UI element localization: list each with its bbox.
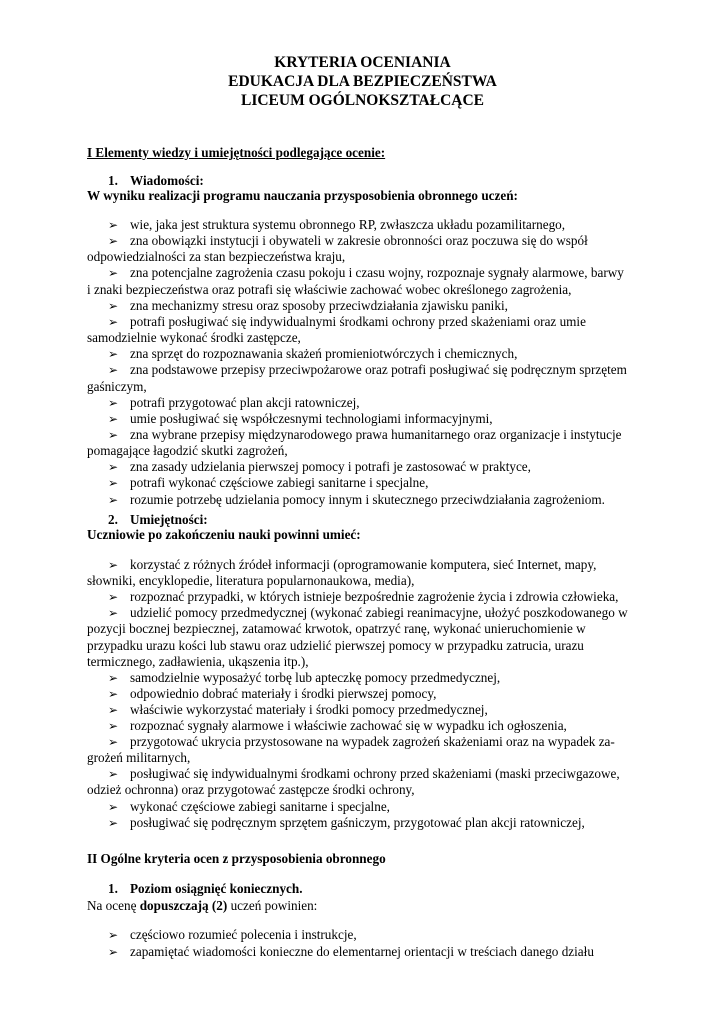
section-1-sub-1-number: 1. xyxy=(108,173,118,188)
grade-intro-suffix: uczeń powinien: xyxy=(227,898,318,913)
grade-2-intro xyxy=(87,898,317,914)
section-1-sub-1-intro: W wyniku realizacji programu nauczania przysposobienia obronnego uczeń: xyxy=(87,188,518,203)
arrow-bullet-icon: ➢ xyxy=(108,395,119,410)
arrow-bullet-icon: ➢ xyxy=(108,234,119,249)
arrow-bullet-icon: ➢ xyxy=(108,218,119,232)
section-1-sub-2-title: Umiejętności: xyxy=(130,512,208,527)
list-item: zna potencjalne zagrożenia czasu pokoju i czasu wojny, rozpoznaje sygnały alarmowe, barwy xyxy=(130,265,624,281)
arrow-bullet-icon: ➢ xyxy=(108,945,119,959)
list-item: pomagające łagodzić skutki zagrożeń, xyxy=(87,443,288,459)
list-item: rozpoznać przypadki, w których istnieje bezpośrednie zagrożenie życia i zdrowia człowieka, xyxy=(130,589,619,605)
arrow-bullet-icon: ➢ xyxy=(108,799,119,814)
doc-title-line-1: KRYTERIA OCENIANIA xyxy=(274,54,451,71)
list-item: termicznego, zadławienia, ukąszenia itp.), xyxy=(87,653,309,669)
section-1-sub-2-intro: Uczniowie po zakończeniu nauki powinni umieć: xyxy=(87,527,361,542)
arrow-bullet-icon: ➢ xyxy=(108,427,119,442)
arrow-bullet-icon: ➢ xyxy=(108,314,119,329)
arrow-bullet-icon: ➢ xyxy=(108,702,119,717)
arrow-bullet-icon: ➢ xyxy=(108,558,119,572)
arrow-bullet-icon: ➢ xyxy=(108,686,119,701)
doc-title-line-3: LICEUM OGÓLNOKSZTAŁCĄCE xyxy=(240,92,484,109)
grade-intro-prefix: Na ocenę xyxy=(87,898,140,913)
list-item: potrafi posługiwać się indywidualnymi środkami ochrony przed skażeniami oraz umie xyxy=(130,313,586,329)
arrow-bullet-icon: ➢ xyxy=(108,815,119,830)
list-item: częściowo rozumieć polecenia i instrukcje, xyxy=(130,927,357,942)
list-item: zna sprzęt do rozpoznawania skażeń promieniotwórczych i chemicznych, xyxy=(130,346,518,362)
list-item: udzielić pomocy przedmedycznej (wykonać zabiegi reanimacyjne, ułożyć poszkodowanego w xyxy=(130,605,628,621)
list-item: posługiwać się indywidualnymi środkami ochrony przed skażeniami (maski przeciwgazowe, xyxy=(130,766,620,782)
list-item: zna obowiązki instytucji i obywateli w zakresie obronności oraz poczuwa się do współ xyxy=(130,233,588,249)
list-item: pozycji bocznej bezpiecznej, zatamować krwotok, opatrzyć ranę, wykonać unieruchomienie w xyxy=(87,621,586,637)
list-item: posługiwać się podręcznym sprzętem gaśniczym, przygotować plan akcji ratowniczej, xyxy=(130,814,585,830)
list-item: i znaki bezpieczeństwa oraz potrafi się właściwie zachować wobec określonego zagrożenia, xyxy=(87,281,572,297)
doc-title-line-2: EDUKACJA DLA BEZPIECZEŃSTWA xyxy=(228,73,497,90)
arrow-bullet-icon: ➢ xyxy=(108,476,119,491)
list-item: słowniki, encyklopedie, literatura popularnonaukowa, media), xyxy=(87,573,415,589)
list-item: odpowiednio dobrać materiały i środki pierwszej pomocy, xyxy=(130,685,437,701)
list-item: korzystać z różnych źródeł informacji (oprogramowanie komputera, sieć Internet, mapy, xyxy=(130,557,597,572)
list-item: samodzielnie wyposażyć torbę lub apteczkę pomocy przedmedycznej, xyxy=(130,669,501,685)
section-2-sub-1-title: Poziom osiągnięć koniecznych. xyxy=(130,881,303,896)
list-item: właściwie wykorzystać materiały i środki pomocy przedmedycznej, xyxy=(130,701,488,717)
section-1-heading: I Elementy wiedzy i umiejętności podlegające ocenie: xyxy=(87,145,386,160)
list-item: zna podstawowe przepisy przeciwpożarowe oraz potrafi posługiwać się podręcznym sprzętem xyxy=(130,362,627,378)
list-item: zna zasady udzielania pierwszej pomocy i potrafi je zastosować w praktyce, xyxy=(130,459,531,475)
arrow-bullet-icon: ➢ xyxy=(108,590,119,605)
section-1-sub-2-number: 2. xyxy=(108,512,118,527)
list-item: samodzielnie wykonać środki zastępcze, xyxy=(87,330,301,346)
arrow-bullet-icon: ➢ xyxy=(108,460,119,475)
arrow-bullet-icon: ➢ xyxy=(108,298,119,313)
arrow-bullet-icon: ➢ xyxy=(108,735,119,750)
list-item: wie, jaka jest struktura systemu obronnego RP, zwłaszcza układu pozamilitarnego, xyxy=(130,217,566,232)
arrow-bullet-icon: ➢ xyxy=(108,719,119,733)
arrow-bullet-icon: ➢ xyxy=(108,928,119,942)
list-item: gaśniczym, xyxy=(87,378,147,394)
list-item: wykonać częściowe zabiegi sanitarne i specjalne, xyxy=(130,798,390,814)
list-item: odpowiedzialności za stan bezpieczeństwa kraju, xyxy=(87,249,346,265)
arrow-bullet-icon: ➢ xyxy=(108,767,119,782)
list-item: odzież ochronna) oraz przygotować zastępcze środki ochrony, xyxy=(87,782,415,798)
arrow-bullet-icon: ➢ xyxy=(108,492,119,507)
section-2-sub-1-number: 1. xyxy=(108,881,118,896)
arrow-bullet-icon: ➢ xyxy=(108,411,119,426)
arrow-bullet-icon: ➢ xyxy=(108,266,119,281)
arrow-bullet-icon: ➢ xyxy=(108,606,119,621)
arrow-bullet-icon: ➢ xyxy=(108,363,119,378)
section-1-sub-1-title: Wiadomości: xyxy=(130,173,204,188)
list-item: przygotować ukrycia przystosowane na wypadek zagrożeń skażeniami oraz na wypadek za- xyxy=(130,734,615,750)
grade-name: dopuszczają (2) xyxy=(139,898,228,913)
list-item: zna wybrane przepisy międzynarodowego prawa humanitarnego oraz organizacje i instytucje xyxy=(130,426,622,442)
arrow-bullet-icon: ➢ xyxy=(108,670,119,685)
list-item: przypadku urazu kości lub stawu oraz udzielić pierwszej pomocy w przypadku zatrucia, urazu xyxy=(87,637,584,653)
list-item: umie posługiwać się współczesnymi technologiami informacyjnymi, xyxy=(130,410,493,426)
list-item: potrafi przygotować plan akcji ratowniczej, xyxy=(130,394,360,410)
list-item: potrafi wykonać częściowe zabiegi sanitarne i specjalne, xyxy=(130,475,429,491)
list-item: zna mechanizmy stresu oraz sposoby przeciwdziałania zjawisku paniki, xyxy=(130,297,508,313)
list-item: zapamiętać wiadomości konieczne do elementarnej orientacji w treściach danego działu xyxy=(130,944,594,959)
section-2-heading: II Ogólne kryteria ocen z przysposobienia obronnego xyxy=(87,851,386,866)
list-item: rozpoznać sygnały alarmowe i właściwie zachować się w wypadku ich ogłoszenia, xyxy=(130,718,567,733)
list-item: grożeń militarnych, xyxy=(87,750,191,766)
list-item: rozumie potrzebę udzielania pomocy innym i skutecznego przeciwdziałania zagrożeniom. xyxy=(130,491,605,507)
arrow-bullet-icon: ➢ xyxy=(108,347,119,362)
